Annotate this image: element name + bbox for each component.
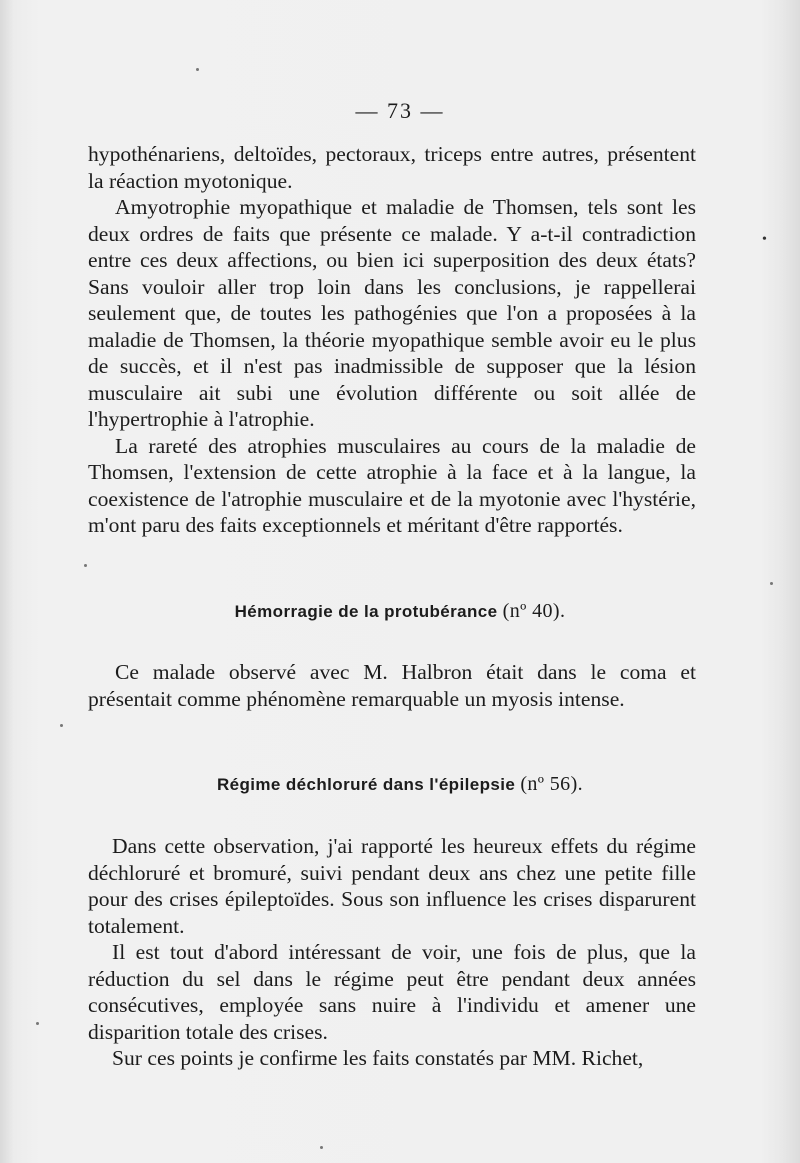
margin-ink-mark: • <box>762 232 767 247</box>
paper-speck <box>60 724 63 727</box>
paragraph-continuation: hypothénariens, deltoïdes, pectoraux, triceps entre autres, présentent la réaction myotonique. <box>88 142 696 193</box>
paragraph-halbron: Ce malade observé avec M. Halbron était dans le coma et présentait comme phénomène remarquable un myosis intense. <box>88 660 696 711</box>
page-number: — 73 — <box>355 98 445 123</box>
paper-speck <box>36 1022 39 1025</box>
heading-hemorragie <box>0 600 800 623</box>
paper-speck <box>770 582 773 585</box>
heading-regime-number: (nº 56). <box>520 773 584 795</box>
paragraph-rarete: La rareté des atrophies musculaires au cours de la maladie de Thomsen, l'extension de cette atrophie à la face et à la langue, la coexistence de l'atrophie musculaire et de la myotonie avec l'hystérie, m'ont paru des faits exceptionnels et méritant d'être rapportés. <box>88 433 696 537</box>
paper-speck <box>84 564 87 567</box>
heading-hemorragie-number: (nº 40). <box>502 600 566 622</box>
heading-regime <box>0 773 800 796</box>
paragraph-amyotrophie: Amyotrophie myopathique et maladie de Thomsen, tels sont les deux ordres de faits que présente ce malade. Y a-t-il contradiction entre ces deux affections, ou bien ici superposition des deux états? Sans vouloir aller trop loin dans les conclusions, je rappellerai seulement que, de toutes les pathogénies que l'on a proposées à la maladie de Thomsen, la théorie myopathique semble avoir eu le plus de succès, et il n'est pas inadmissible de supposer que la lésion musculaire ait subi une évolution différente ou soit allée de l'hypertrophie à l'atrophie. <box>88 195 696 431</box>
section-myopathy-text <box>88 141 696 539</box>
section-regime-text <box>88 833 696 1072</box>
paper-speck <box>196 68 199 71</box>
heading-hemorragie-title: Hémorragie de la protubérance <box>234 602 498 621</box>
paragraph-richet: Sur ces points je confirme les faits constatés par MM. Richet, <box>112 1046 644 1070</box>
section-hemorragie-text <box>88 659 696 712</box>
paragraph-reduction-sel: Il est tout d'abord intéressant de voir, une fois de plus, que la réduction du sel dans le régime peut être pendant deux années consécutives, employée sans nuire à l'individu et amener une disparition totale des crises. <box>88 940 696 1044</box>
heading-regime-title: Régime déchloruré dans l'épilepsie <box>216 775 516 794</box>
paragraph-observation: Dans cette observation, j'ai rapporté les heureux effets du régime déchloruré et bromuré, suivi pendant deux ans chez une petite fille pour des crises épileptoïdes. Sous son influence les crises disparurent totalement. <box>88 834 696 938</box>
paper-speck <box>320 1146 323 1149</box>
